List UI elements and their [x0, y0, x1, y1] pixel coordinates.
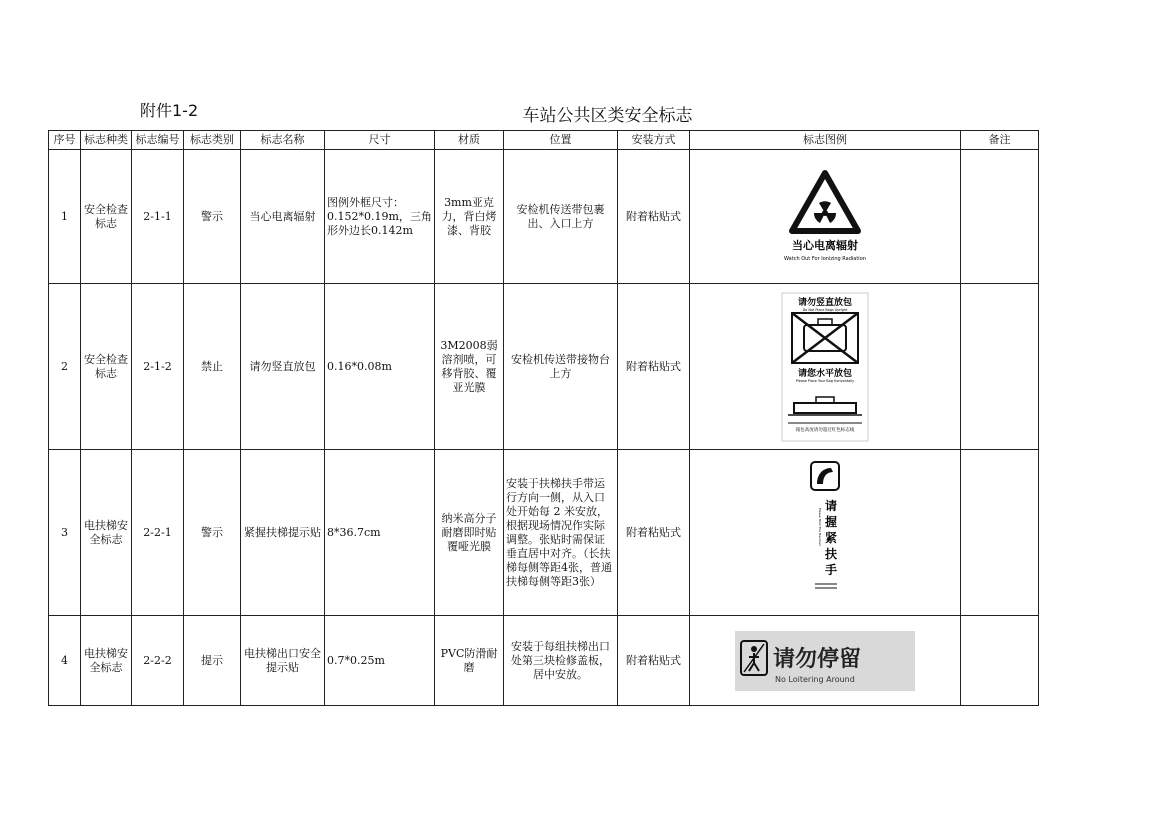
cell-sign — [690, 616, 961, 706]
cell-no: 1 — [49, 150, 81, 284]
bag-sign-top-text: 请勿竖直放包 — [797, 297, 853, 308]
handrail-char-5: 手 — [824, 562, 838, 577]
cell-install: 附着粘贴式 — [618, 150, 690, 284]
cell-note — [961, 150, 1039, 284]
header-size: 尺寸 — [325, 131, 435, 150]
cell-material: 3M2008弱溶剂喷，可移背胶、覆亚光膜 — [435, 284, 504, 450]
cell-note — [961, 284, 1039, 450]
cell-material: 3mm亚克力，背白烤漆、背胶 — [435, 150, 504, 284]
cell-no: 2 — [49, 284, 81, 450]
cell-install: 附着粘贴式 — [618, 284, 690, 450]
cell-install: 附着粘贴式 — [618, 450, 690, 616]
cell-name: 请勿竖直放包 — [241, 284, 325, 450]
cell-material: PVC防滑耐磨 — [435, 616, 504, 706]
cell-position: 安检机传送带包裹出、入口上方 — [504, 150, 618, 284]
table-row — [49, 616, 1039, 706]
table-row — [49, 450, 1039, 616]
cell-no: 4 — [49, 616, 81, 706]
handrail-sign-text-en: Please Hold The Handrail — [818, 507, 822, 546]
bag-sign-top-text-en: Do Not Place Bags Upright — [802, 307, 848, 312]
header-install: 安装方式 — [618, 131, 690, 150]
hold-handrail-icon — [805, 458, 845, 608]
cell-code: 2-2-1 — [132, 450, 184, 616]
header-sign: 标志图例 — [690, 131, 961, 150]
cell-sign — [690, 450, 961, 616]
radiation-sign-text-en: Watch Out For Ionizing Radiation — [784, 255, 866, 262]
cell-position: 安装于每组扶梯出口处第三块检修盖板，居中安放。 — [504, 616, 618, 706]
cell-kind: 电扶梯安全标志 — [81, 616, 132, 706]
cell-name: 当心电离辐射 — [241, 150, 325, 284]
table-row — [49, 284, 1039, 450]
bag-sign-bottom-text: 箱包高度请勿超过红色标志线 — [795, 427, 855, 433]
header-code: 标志编号 — [132, 131, 184, 150]
radiation-sign-text: 当心电离辐射 — [792, 238, 858, 252]
cell-code: 2-1-2 — [132, 284, 184, 450]
bag-sign-mid-text-en: Please Place Your Bag Horizontally — [795, 378, 855, 383]
handrail-char-2: 握 — [824, 514, 838, 529]
handrail-char-4: 扶 — [824, 546, 838, 561]
table-row — [49, 150, 1039, 284]
header-note: 备注 — [961, 131, 1039, 150]
table-header-row — [49, 131, 1039, 150]
document-title: 车站公共区类安全标志 — [522, 106, 693, 126]
cell-note — [961, 450, 1039, 616]
cell-install: 附着粘贴式 — [618, 616, 690, 706]
cell-sign — [690, 150, 961, 284]
cell-size: 图例外框尺寸：0.152*0.19m，三角形外边长0.142m — [325, 150, 435, 284]
header-name: 标志名称 — [241, 131, 325, 150]
cell-sign — [690, 284, 961, 450]
no-loitering-icon — [735, 631, 915, 691]
cell-category: 禁止 — [184, 284, 241, 450]
header-position: 位置 — [504, 131, 618, 150]
header-material: 材质 — [435, 131, 504, 150]
cell-code: 2-1-1 — [132, 150, 184, 284]
handrail-char-3: 紧 — [824, 530, 838, 545]
header-no: 序号 — [49, 131, 81, 150]
cell-size: 0.7*0.25m — [325, 616, 435, 706]
cell-position: 安装于扶梯扶手带运行方向一侧，从入口处开始每 2 米安放，根据现场情况作实际调整。张贴时需保证垂直居中对齐。（长扶梯每侧等距4张，普通扶梯每侧等距3张） — [504, 450, 618, 616]
header-kind: 标志种类 — [81, 131, 132, 150]
cell-code: 2-2-2 — [132, 616, 184, 706]
bag-sign-mid-text: 请您水平放包 — [797, 368, 853, 379]
cell-kind: 安全检查标志 — [81, 284, 132, 450]
cell-size: 8*36.7cm — [325, 450, 435, 616]
cell-kind: 电扶梯安全标志 — [81, 450, 132, 616]
cell-category: 警示 — [184, 450, 241, 616]
loitering-sign-text: 请勿停留 — [773, 646, 862, 672]
no-vertical-bag-icon — [780, 291, 870, 443]
cell-size: 0.16*0.08m — [325, 284, 435, 450]
cell-category: 警示 — [184, 150, 241, 284]
cell-no: 3 — [49, 450, 81, 616]
header-category: 标志类别 — [184, 131, 241, 150]
handrail-char-1: 请 — [824, 498, 838, 513]
cell-name: 电扶梯出口安全提示贴 — [241, 616, 325, 706]
cell-note — [961, 616, 1039, 706]
cell-name: 紧握扶梯提示贴 — [241, 450, 325, 616]
safety-sign-table — [48, 130, 1039, 706]
cell-position: 安检机传送带接物台上方 — [504, 284, 618, 450]
cell-kind: 安全检查标志 — [81, 150, 132, 284]
cell-category: 提示 — [184, 616, 241, 706]
cell-material: 纳米高分子耐磨即时贴覆哑光膜 — [435, 450, 504, 616]
loitering-sign-text-en: No Loitering Around — [775, 674, 855, 684]
radiation-warning-icon — [770, 167, 880, 267]
attachment-label: 附件1-2 — [140, 101, 199, 120]
